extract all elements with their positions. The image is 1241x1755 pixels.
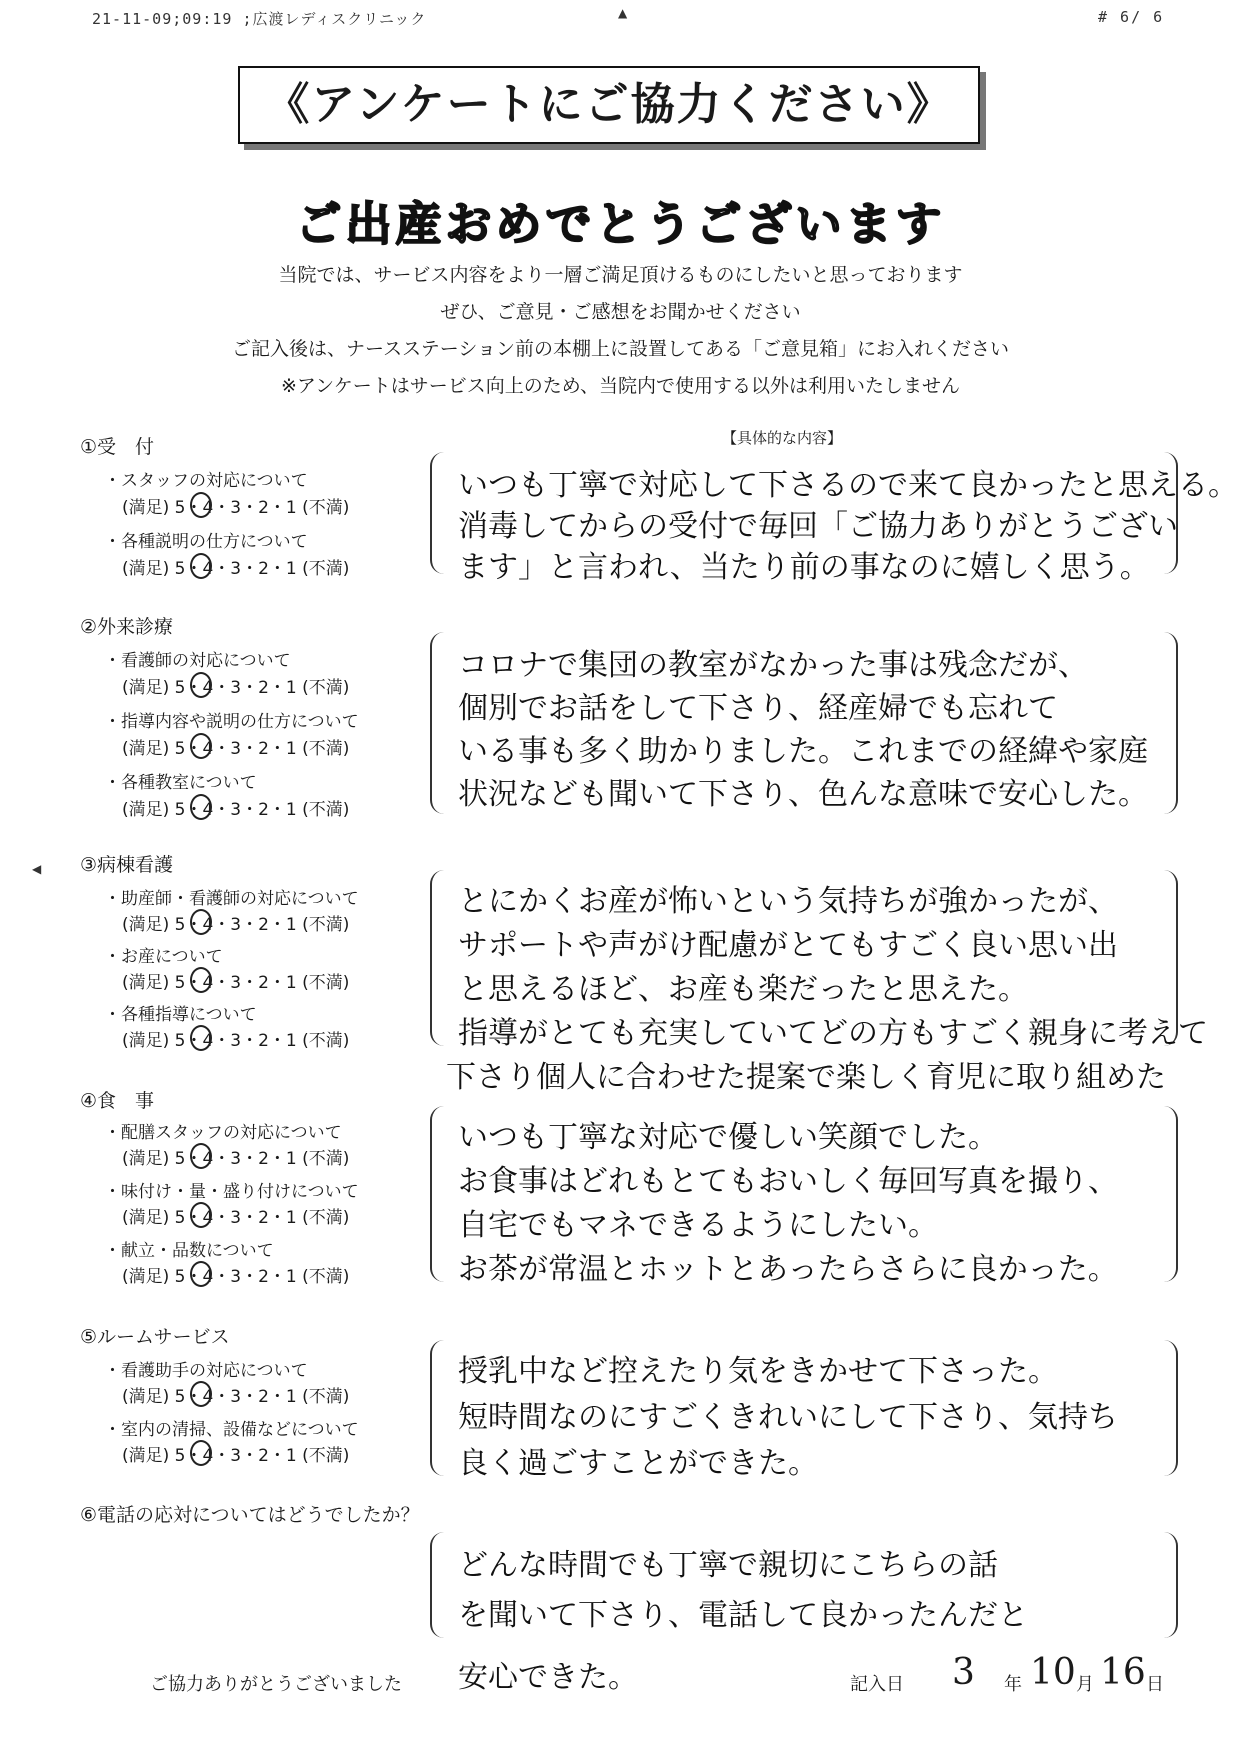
question-label: ・スタッフの対応について	[104, 471, 308, 491]
rating-circle-mark	[190, 1025, 212, 1051]
date-day: 16	[1100, 1652, 1146, 1693]
rating-scale: (満足) 5・4・3・2・1 (不満)	[122, 1387, 350, 1407]
comment-line: 安心できた。	[458, 1660, 638, 1695]
section-title: ②外来診療	[80, 616, 174, 638]
rating-scale: (満足) 5・4・3・2・1 (不満)	[122, 739, 350, 759]
date-label: 記入日	[850, 1674, 904, 1695]
scan-mark-icon: ◀	[32, 862, 42, 876]
rating-circle-mark	[190, 553, 212, 579]
date-month-unit: 月	[1076, 1674, 1094, 1695]
rating-scale: (満足) 5・4・3・2・1 (不満)	[122, 800, 350, 820]
question-label: ・看護助手の対応について	[104, 1361, 308, 1381]
intro-line-4: ※アンケートはサービス向上のため、当院内で使用する以外は利用いたしません	[280, 375, 961, 397]
question-label: ・お産について	[104, 947, 223, 967]
comment-line: 消毒してからの受付で毎回「ご協力ありがとうござい	[458, 509, 1178, 544]
section-title: ⑤ルームサービス	[80, 1326, 230, 1348]
rating-scale: (満足) 5・4・3・2・1 (不満)	[122, 1208, 350, 1228]
rating-scale: (満足) 5・4・3・2・1 (不満)	[122, 973, 350, 993]
date-day-unit: 日	[1146, 1674, 1164, 1695]
comment-line: とにかくお産が怖いという気持ちが強かったが、	[458, 884, 1118, 919]
question-label: ・看護師の対応について	[104, 651, 291, 671]
rating-scale: (満足) 5・4・3・2・1 (不満)	[122, 1267, 350, 1287]
date-month: 10	[1030, 1652, 1076, 1693]
question-label: ・助産師・看護師の対応について	[104, 889, 359, 909]
comment-line: どんな時間でも丁寧で親切にこちらの話	[458, 1548, 998, 1583]
comment-line: 状況なども聞いて下さり、色んな意味で安心した。	[458, 777, 1148, 812]
rating-circle-mark	[190, 1381, 212, 1407]
question-label: ・各種教室について	[104, 773, 257, 793]
rating-scale: (満足) 5・4・3・2・1 (不満)	[122, 1446, 350, 1466]
date-year-unit: 年	[1004, 1674, 1022, 1695]
comment-line: 指導がとても充実していてどの方もすごく親身に考えて	[458, 1016, 1208, 1051]
comment-line: サポートや声がけ配慮がとてもすごく良い思い出	[458, 928, 1118, 963]
rating-circle-mark	[190, 1440, 212, 1466]
comment-line: いる事も多く助かりました。これまでの経緯や家庭	[458, 734, 1148, 769]
section-title: ③病棟看護	[80, 854, 174, 876]
rating-scale: (満足) 5・4・3・2・1 (不満)	[122, 1031, 350, 1051]
rating-scale: (満足) 5・4・3・2・1 (不満)	[122, 1149, 350, 1169]
intro-line-2: ぜひ、ご意見・ご感想をお聞かせください	[440, 301, 801, 323]
comment-line: いつも丁寧で対応して下さるので来て良かったと思える。	[458, 468, 1238, 503]
rating-circle-mark	[190, 1261, 212, 1287]
comment-line: 授乳中など控えたり気をきかせて下さった。	[458, 1354, 1058, 1389]
question-label: ・味付け・量・盛り付けについて	[104, 1182, 359, 1202]
thanks-text: ご協力ありがとうございました	[150, 1674, 402, 1695]
comment-line: お茶が常温とホットとあったらさらに良かった。	[458, 1252, 1118, 1287]
rating-circle-mark	[190, 794, 212, 820]
comment-line: を聞いて下さり、電話して良かったんだと	[458, 1598, 1028, 1633]
comment-line: お食事はどれもとてもおいしく毎回写真を撮り、	[458, 1164, 1118, 1199]
rating-circle-mark	[190, 1202, 212, 1228]
question-label: ・配膳スタッフの対応について	[104, 1123, 342, 1143]
question-label: ・各種指導について	[104, 1005, 257, 1025]
section-title: ①受 付	[80, 436, 155, 458]
congrats-heading: ご出産おめでとうございます	[295, 197, 946, 251]
comment-line: コロナで集団の教室がなかった事は残念だが、	[458, 648, 1088, 683]
question-label: ・各種説明の仕方について	[104, 532, 308, 552]
comment-line: いつも丁寧な対応で優しい笑顔でした。	[458, 1120, 998, 1155]
rating-scale: (満足) 5・4・3・2・1 (不満)	[122, 559, 350, 579]
comment-line: と思えるほど、お産も楽だったと思えた。	[458, 972, 1028, 1007]
comment-line: ます」と言われ、当たり前の事なのに嬉しく思う。	[458, 550, 1150, 585]
question-label: ・献立・品数について	[104, 1241, 274, 1261]
section-title: ④食 事	[80, 1090, 155, 1112]
question-label: ・指導内容や説明の仕方について	[104, 712, 359, 732]
date-year: 3	[952, 1652, 975, 1693]
intro-line-1: 当院では、サービス内容をより一層ご満足頂けるものにしたいと思っております	[278, 264, 963, 286]
fax-header: 21-11-09;09:19 ;広渡レディスクリニック	[92, 10, 427, 28]
comment-line: 短時間なのにすごくきれいにして下さり、気持ち	[458, 1400, 1118, 1435]
intro-line-3: ご記入後は、ナースステーション前の本棚上に設置してある「ご意見箱」にお入れください	[232, 338, 1009, 360]
fax-page-number: # 6/ 6	[1098, 8, 1165, 26]
rating-scale: (満足) 5・4・3・2・1 (不満)	[122, 678, 350, 698]
section-title: ⑥電話の応対についてはどうでしたか？	[80, 1504, 420, 1526]
rating-circle-mark	[190, 733, 212, 759]
rating-circle-mark	[190, 1143, 212, 1169]
comment-line: 個別でお話をして下さり、経産婦でも忘れて	[458, 691, 1058, 726]
rating-circle-mark	[190, 909, 212, 935]
rating-circle-mark	[190, 672, 212, 698]
rating-circle-mark	[190, 492, 212, 518]
question-label: ・室内の清掃、設備などについて	[104, 1420, 359, 1440]
title-box	[238, 66, 980, 144]
detail-header: 【具体的な内容】	[722, 429, 843, 447]
rating-scale: (満足) 5・4・3・2・1 (不満)	[122, 915, 350, 935]
rating-scale: (満足) 5・4・3・2・1 (不満)	[122, 498, 350, 518]
comment-line: 自宅でもマネできるようにしたい。	[458, 1208, 938, 1243]
rating-circle-mark	[190, 967, 212, 993]
comment-line: 下さり個人に合わせた提案で楽しく育児に取り組めた	[446, 1060, 1166, 1095]
scan-mark-icon: ▲	[618, 6, 628, 20]
page-title: 《アンケートにご協力ください》	[265, 79, 953, 130]
comment-line: 良く過ごすことができた。	[458, 1446, 818, 1481]
